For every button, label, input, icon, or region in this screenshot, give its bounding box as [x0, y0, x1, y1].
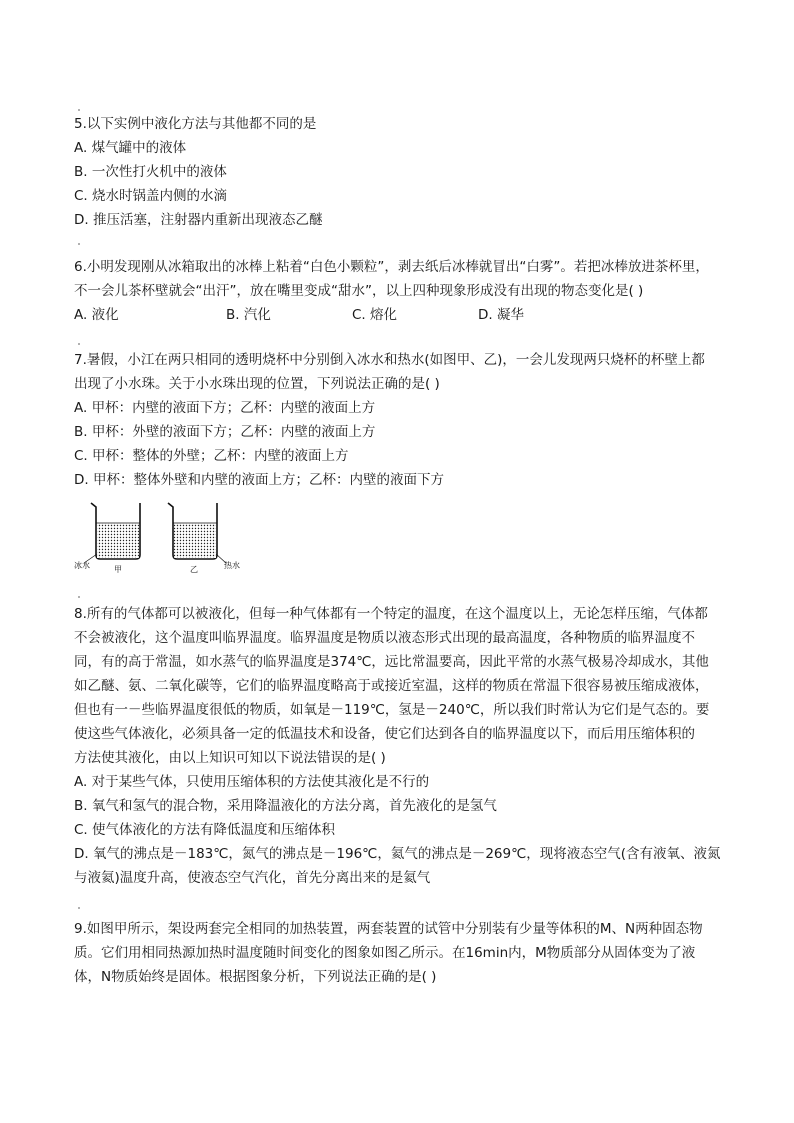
question-6-option-d: D. 凝华 — [478, 307, 524, 323]
question-7-option-d: D. 甲杯：整体外壁和内壁的液面上方；乙杯：内壁的液面下方 — [74, 472, 444, 488]
mark-dot — [78, 109, 80, 111]
question-9-stem-line: 9.如图甲所示，架设两套完全相同的加热装置，两套装置的试管中分别装有少量等体积的M、N两种固态物 — [74, 921, 703, 937]
beaker-jia — [84, 503, 140, 563]
mark-dot — [78, 343, 80, 345]
mark-dot — [78, 907, 80, 909]
question-9-stem-line: 体，N物质始终是固体。根据图象分析，下列说法正确的是( ) — [74, 969, 437, 985]
question-8-stem-line: 方法使其液化，由以上知识可知以下说法错误的是( ) — [74, 750, 386, 766]
label-yi: 乙 — [190, 565, 198, 574]
mark-dot — [78, 243, 80, 245]
question-7-option-c: C. 甲杯：整体的外壁；乙杯：内壁的液面上方 — [74, 448, 349, 464]
question-6-option-c: C. 熔化 — [352, 307, 398, 323]
question-5-stem: 5.以下实例中液化方法与其他都不同的是 — [74, 116, 317, 132]
question-8-stem-line: 但也有一－些临界温度很低的物质，如氧是－119℃，氢是－240℃，所以我们时常认为它们是气态的。要 — [74, 702, 710, 718]
question-9-stem-line: 质。它们用相同热源加热时温度随时间变化的图象如图乙所示。在16min内，M物质部分从固体变为了液 — [74, 945, 696, 961]
label-jia: 甲 — [114, 565, 122, 574]
question-8-stem-line: 8.所有的气体都可以被液化，但每一种气体都有一个特定的温度，在这个温度以上，无论怎样压缩，气体都 — [74, 606, 708, 622]
mark-dot — [78, 596, 80, 598]
question-5-option-b: B. 一次性打火机中的液体 — [74, 164, 227, 180]
label-ice-water: 冰水 — [74, 561, 90, 570]
question-5-option-a: A. 煤气罐中的液体 — [74, 140, 187, 156]
question-6-stem-line: 6.小明发现刚从冰箱取出的冰棒上粘着“白色小颗粒”，剥去纸后冰棒就冒出“白雾”。若把冰棒放进茶杯里， — [74, 259, 709, 275]
question-8-option-c: C. 使气体液化的方法有降低温度和压缩体积 — [74, 822, 336, 838]
question-8-stem-line: 使这些气体液化，必须具备一定的低温技术和设备，使它们达到各自的临界温度以下，而后用压缩体积的 — [74, 726, 695, 742]
beakers-figure — [74, 497, 250, 577]
beakers-illustration — [74, 497, 250, 577]
question-5-option-c: C. 烧水时锅盖内侧的水滴 — [74, 188, 228, 204]
question-6-option-a: A. 液化 — [74, 307, 119, 323]
question-8-stem-line: 不会被液化，这个温度叫临界温度。临界温度是物质以液态形式出现的最高温度，各种物质的临界温度不 — [74, 630, 695, 646]
question-7-stem-line: 出现了小水珠。关于小水珠出现的位置，下列说法正确的是( ) — [74, 376, 440, 392]
question-5-option-d: D. 推压活塞，注射器内重新出现液态乙醚 — [74, 212, 323, 228]
question-8-option-d-continued: 与液氦)温度升高，使液态空气汽化，首先分离出来的是氦气 — [74, 870, 431, 886]
question-8-option-a: A. 对于某些气体，只使用压缩体积的方法使其液化是不行的 — [74, 774, 430, 790]
question-8-option-b: B. 氧气和氢气的混合物，采用降温液化的方法分离，首先液化的是氢气 — [74, 798, 497, 814]
question-7-stem-line: 7.暑假，小江在两只相同的透明烧杯中分别倒入冰水和热水(如图甲、乙)，一会儿发现两只烧杯的杯壁上都 — [74, 352, 705, 368]
question-8-stem-line: 如乙醚、氨、二氧化碳等，它们的临界温度略高于或接近室温，这样的物质在常温下很容易被压缩成液体， — [74, 678, 709, 694]
question-7-option-b: B. 甲杯：外壁的液面下方；乙杯：内壁的液面上方 — [74, 424, 376, 440]
question-6-stem-line: 不一会儿茶杯壁就会“出汗”，放在嘴里变成“甜水”，以上四种现象形成没有出现的物态变化是( ) — [74, 283, 644, 299]
question-8-option-d: D. 氧气的沸点是－183℃，氮气的沸点是－196℃，氦气的沸点是－269℃，现将液态空气(含有液氧、液氮 — [74, 846, 721, 862]
beaker-yi — [168, 503, 226, 563]
question-6-option-b: B. 汽化 — [226, 307, 271, 323]
question-7-option-a: A. 甲杯：内壁的液面下方；乙杯：内壁的液面上方 — [74, 400, 376, 416]
label-hot-water: 热水 — [224, 561, 240, 570]
question-8-stem-line: 同，有的高于常温，如水蒸气的临界温度是374℃，远比常温要高，因此平常的水蒸气极易冷却成水，其他 — [74, 654, 709, 670]
